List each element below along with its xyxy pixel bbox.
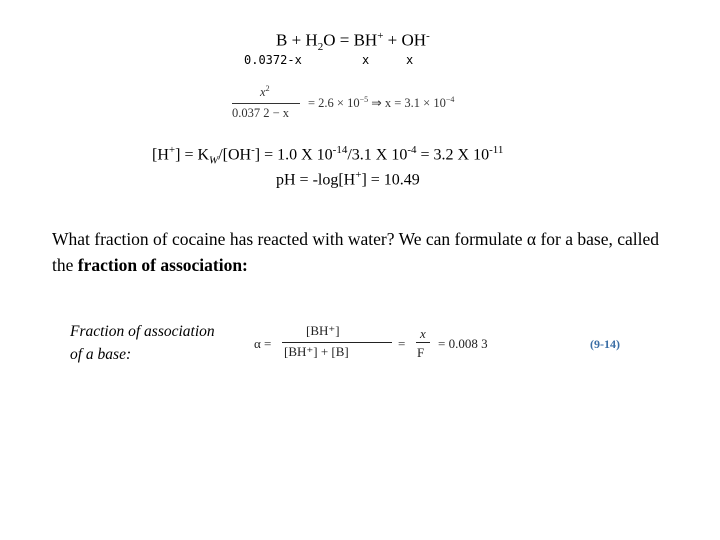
result-exponent: −4 [445,95,455,104]
kw-superscript: + [168,144,176,156]
kw-superscript: - [251,144,255,156]
alpha-equals: = [398,336,406,351]
fraction-bar [232,103,300,104]
result-exponent: −5 [359,95,369,104]
alpha-symbol: α = [254,336,272,351]
kw-text: ] = K [175,146,210,164]
reaction-equation [276,30,430,53]
result-text: = 2.6 × 10 [308,96,360,111]
alpha-f-denominator: F [417,345,425,360]
reaction-superscript: + [377,30,384,42]
kw-text: = 3.2 X 10 [416,146,490,164]
alpha-x-fraction-bar [416,342,430,343]
alpha-numerator: [BH⁺] [306,323,340,338]
alpha-result: = 0.008 3 [438,336,488,351]
hydrogen-ion-equation [152,144,503,167]
explanation-paragraph [52,226,662,278]
reaction-text: B + H [276,30,318,50]
kw-superscript: -11 [489,144,504,156]
kw-text: /[OH [218,146,252,164]
ph-text: pH = -log[H [276,171,356,189]
alpha-label-line: of a base: [70,346,132,363]
alpha-x-numerator: x [420,326,426,341]
paragraph-text: What fraction of cocaine has reacted with water? We can formulate α for a base, called the [52,229,659,275]
kw-superscript: -4 [407,144,417,156]
ice-b-concentration: 0.0372-x [244,53,302,67]
alpha-equation [254,323,584,369]
alpha-fraction-bar [282,342,392,343]
reaction-text: O = BH [323,30,378,50]
paragraph-bold-term: fraction of association: [77,255,248,275]
ph-superscript: + [355,169,362,181]
kw-text: ] = 1.0 X 10 [254,146,333,164]
alpha-label [70,320,250,366]
equation-reference: (9-14) [590,337,620,351]
ice-bh-concentration: x [362,53,370,67]
fraction-denominator: 0.037 2 − x [232,106,290,120]
reaction-subscript: 2 [317,41,324,54]
result-text: ⇒ x = 3.1 × 10 [368,96,446,111]
equilibrium-result [308,95,454,111]
ice-oh-concentration: x [406,53,414,67]
reaction-superscript: - [426,30,430,42]
kw-text: [H [152,146,169,164]
alpha-denominator: [BH⁺] + [B] [284,344,349,359]
ph-equation [276,169,420,189]
ph-text: ] = 10.49 [361,171,420,189]
kw-superscript: -14 [332,144,348,156]
alpha-label-line: Fraction of association [70,323,215,340]
reaction-text: + OH [383,30,427,50]
kw-text: /3.1 X 10 [347,146,408,164]
numerator-variable: x [260,85,266,100]
numerator-exponent: 2 [265,84,270,93]
kw-subscript: W [209,154,219,167]
fraction-numerator [260,84,270,100]
